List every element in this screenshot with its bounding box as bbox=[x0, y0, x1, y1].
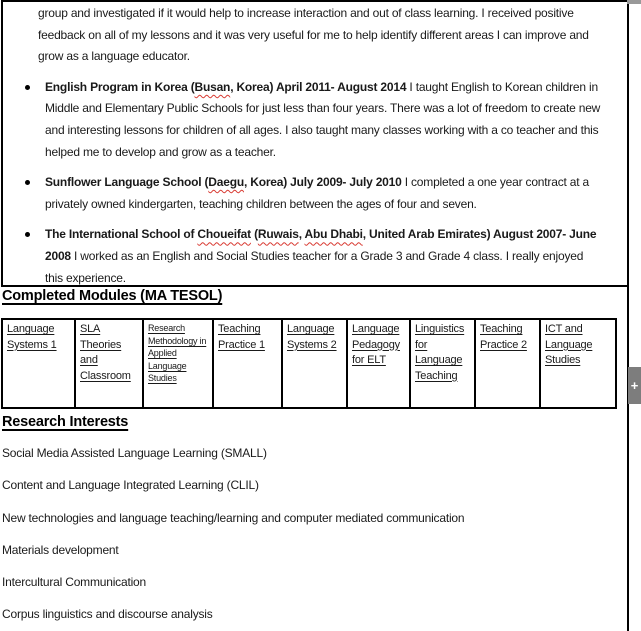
misspelled-word: Daegu bbox=[208, 175, 244, 190]
experience-bullet-epik bbox=[45, 77, 603, 163]
bullet-bold-text: , Korea) April 2011- August 2014 bbox=[230, 79, 407, 94]
bullet-body-text: I worked as an English and Social Studies teacher for a Grade 3 and Grade 4 class. I really enjoyed this experience. bbox=[45, 248, 584, 285]
module-link-text: Linguistics for Language Teaching bbox=[415, 323, 465, 382]
bullet-bold-text: , bbox=[298, 227, 305, 242]
module-cell bbox=[75, 319, 143, 408]
misspelled-word: Abu Dhabi bbox=[304, 227, 363, 242]
research-interest-item: Social Media Assisted Language Learning (SMALL) bbox=[2, 446, 267, 460]
bullet-body-text: I taught English to Korean children in Middle and Elementary Public Schools for just less than four years. There was a lot of freedom to create new and interesting lessons for children of all ages. I also taught many classes working with a co teacher and this helped me to develop and grow as a teacher. bbox=[45, 79, 601, 159]
completed-modules-heading: Completed Modules (MA TESOL) bbox=[2, 288, 223, 304]
modules-table bbox=[1, 318, 617, 409]
bullet-icon bbox=[25, 85, 30, 90]
bullet-icon bbox=[25, 232, 30, 237]
experience-bullet-choueifat bbox=[45, 224, 603, 287]
module-link-text: Research Methodology in Applied Language Studies bbox=[148, 323, 207, 383]
module-link-text: Teaching Practice 2 bbox=[480, 323, 527, 351]
module-cell bbox=[2, 319, 75, 408]
module-link-text: Teaching Practice 1 bbox=[218, 323, 265, 351]
module-link-text: Language Systems 1 bbox=[7, 323, 57, 351]
research-interest-item: Content and Language Integrated Learning (CLIL) bbox=[2, 478, 259, 493]
research-interests-list bbox=[2, 446, 602, 631]
module-cell bbox=[213, 319, 282, 408]
bullet-bold-text: Sunflower Language School ( bbox=[45, 175, 209, 190]
experience-section-box bbox=[1, 0, 627, 287]
bullet-bold-text: ( bbox=[250, 227, 258, 242]
module-link-text: Language Systems 2 bbox=[287, 323, 337, 351]
bullet-bold-text: English Program in Korea ( bbox=[45, 79, 195, 94]
module-link-text: SLA Theories and Classroom bbox=[80, 323, 131, 382]
research-interest-item: Intercultural Communication bbox=[2, 575, 146, 590]
scrollbar-top-fragment[interactable] bbox=[627, 0, 641, 4]
module-cell bbox=[347, 319, 410, 408]
module-cell bbox=[143, 319, 213, 408]
page-right-border bbox=[627, 0, 629, 631]
bullet-icon bbox=[25, 180, 30, 185]
misspelled-word: Choueifat bbox=[197, 227, 251, 242]
misspelled-word: Ruwais bbox=[257, 227, 299, 242]
bullet-body-text: I completed a one year contract at a privately owned kindergarten, teaching children between the ages of four and seven. bbox=[45, 175, 589, 211]
bullet-bold-text: The International School of bbox=[45, 227, 198, 242]
experience-bullet-sunflower bbox=[45, 172, 603, 215]
expand-plus-handle[interactable]: + bbox=[628, 367, 641, 404]
research-interest-item: Materials development bbox=[2, 542, 119, 557]
intro-paragraph: group and investigated if it would help to increase interaction and out of class learning. I received positive feedback on all of my lessons and it was very useful for me to help identify different areas I can improve and grow as a language educator. bbox=[38, 6, 589, 64]
research-interest-item: Corpus linguistics and discourse analysis bbox=[2, 607, 213, 622]
research-interest-item: New technologies and language teaching/learning and computer mediated communication bbox=[2, 510, 465, 525]
module-cell bbox=[475, 319, 540, 408]
bullet-bold-text: , Korea) July 2009- July 2010 bbox=[243, 175, 402, 190]
module-cell bbox=[540, 319, 616, 408]
module-cell bbox=[282, 319, 347, 408]
module-link-text: Language Pedagogy for ELT bbox=[352, 323, 400, 366]
misspelled-word: Busan bbox=[194, 79, 231, 94]
research-interests-heading: Research Interests bbox=[2, 414, 129, 430]
bullet-bold-text: , United Arab Emirates) August 2007- June 2008 bbox=[45, 227, 597, 263]
module-link-text: ICT and Language Studies bbox=[545, 323, 593, 366]
module-cell bbox=[410, 319, 475, 408]
